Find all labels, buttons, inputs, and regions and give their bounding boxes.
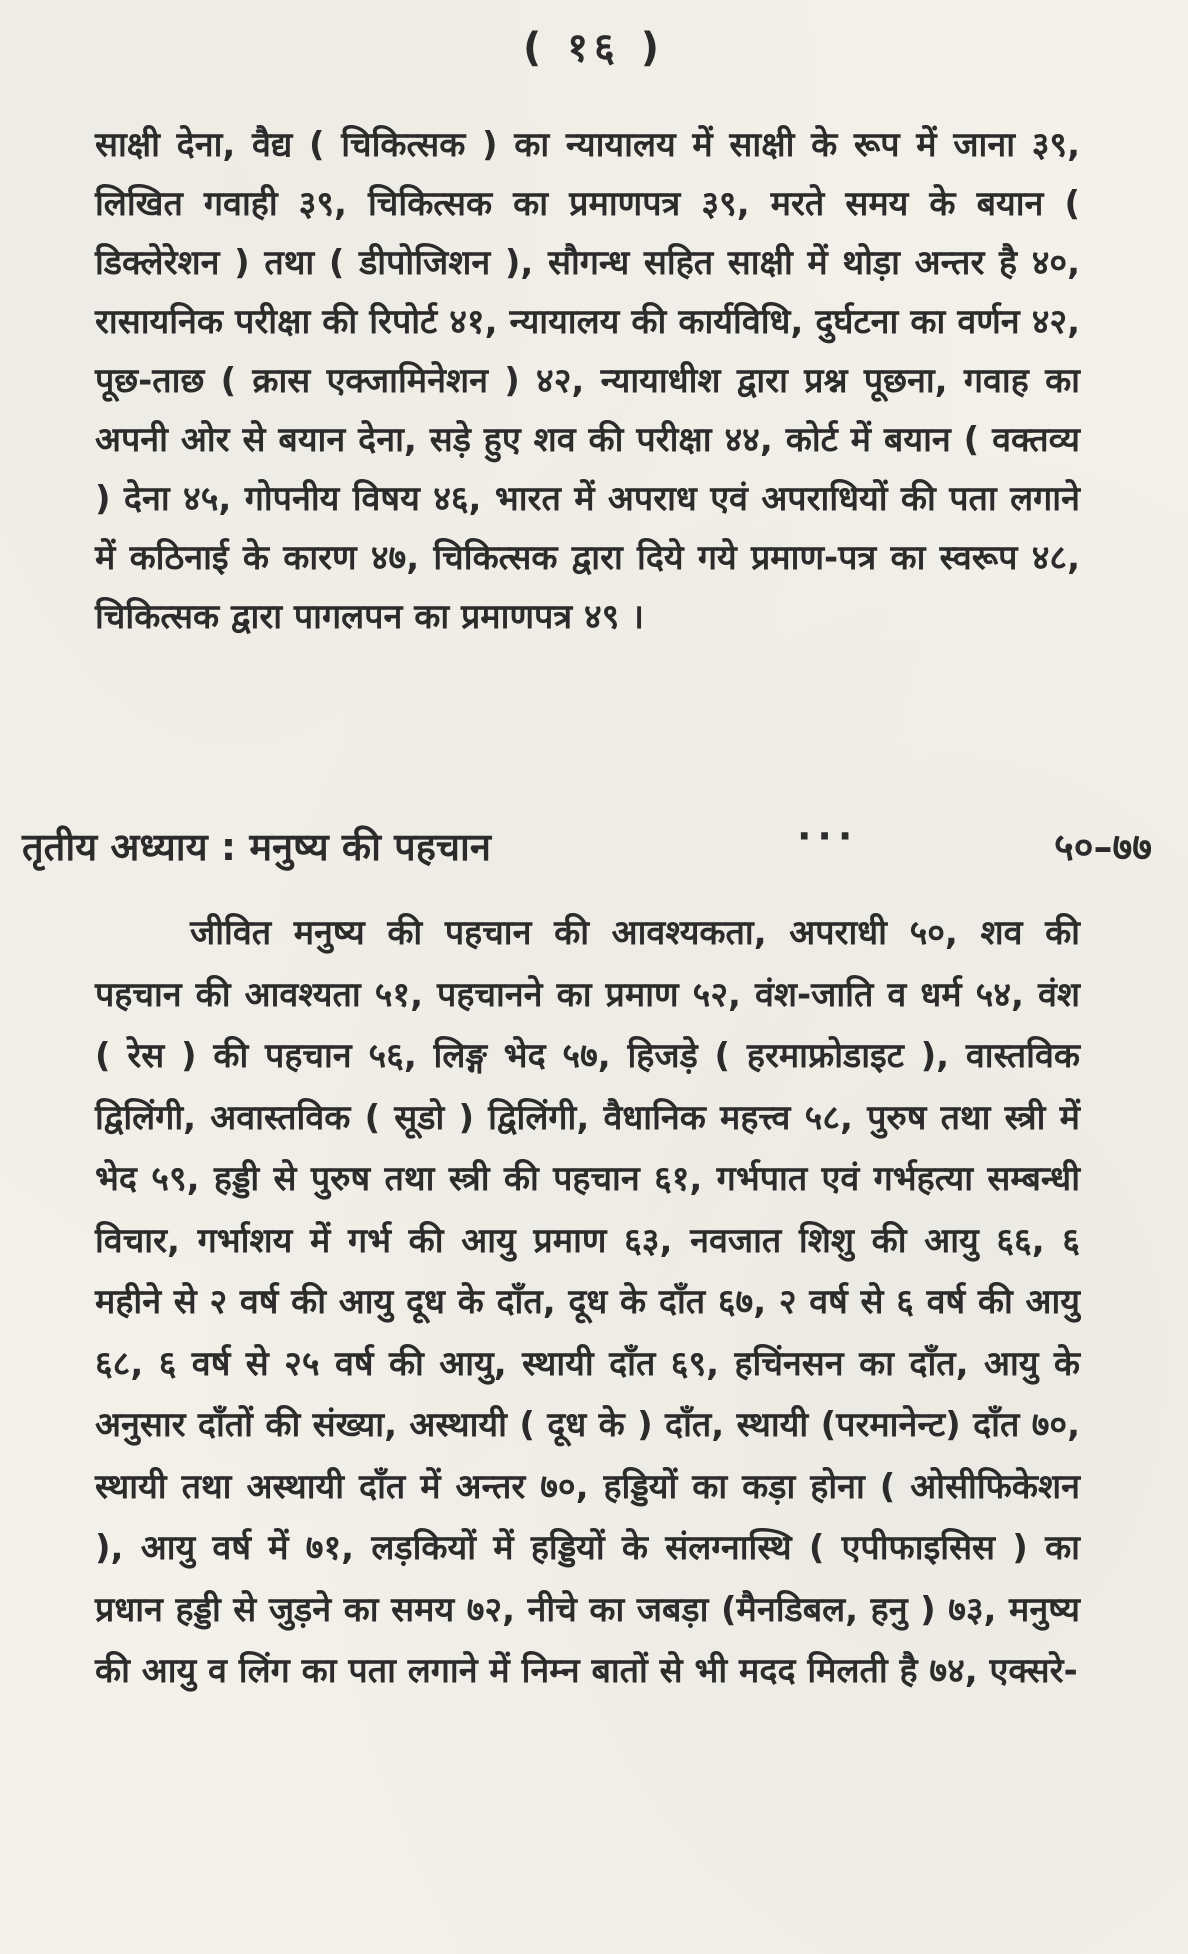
chapter-page-range: ५०–७७ bbox=[1053, 825, 1152, 869]
contents-paragraph-chapter-3: जीवित मनुष्य की पहचान की आवश्यकता, अपराधी ५०, शव की पहचान की आवश्यता ५१, पहचानने का प्रमाण ५२, वंश-जाति व धर्म ५४, वंश ( रेस ) की पहचान ५६, लिङ्ग भेद ५७, हिजड़े ( हरमाफ्रोडाइट ), वास्तविक द्विलिंगी, अवास्तविक ( सूडो ) द्विलिंगी, वैधानिक महत्त्व ५८, पुरुष तथा स्त्री में भेद ५९, हड्डी से पुरुष तथा स्त्री की पहचान ६१, गर्भपात एवं गर्भहत्या सम्बन्धी विचार, गर्भाशय में गर्भ की आयु प्रमाण ६३, नवजात शिशु की आयु ६६, ६ महीने से २ वर्ष की आयु दूध के दाँत, दूध के दाँत ६७, २ वर्ष से ६ वर्ष की आयु ६८, ६ वर्ष से २५ वर्ष की आयु, स्थायी दाँत ६९, हचिंनसन का दाँत, आयु के अनुसार दाँतों की संख्या, अस्थायी ( दूध के ) दाँत, स्थायी (परमानेन्ट) दाँत ७०, स्थायी तथा अस्थायी दाँत में अन्तर ७०, हड्डियों का कड़ा होना ( ओसीफिकेशन ), आयु वर्ष में ७१, लड़कियों में हड्डियों के संलग्नास्थि ( एपीफाइसिस ) का प्रधान हड्डी से जुड़ने का समय ७२, नीचे का जबड़ा (मैनडिबल, हनु ) ७३, मनुष्य की आयु व लिंग का पता लगाने में निम्न बातों से भी मदद मिलती है ७४, एक्सरे- bbox=[95, 913, 1080, 1691]
chapter-title: तृतीय अध्याय : मनुष्य की पहचान bbox=[22, 825, 491, 869]
page-number: ( १६ ) bbox=[522, 25, 665, 71]
chapter-leader-dots: ··· bbox=[797, 814, 859, 858]
chapter-heading bbox=[22, 814, 1152, 880]
contents-paragraph-chapter-2: साक्षी देना, वैद्य ( चिकित्सक ) का न्यायालय में साक्षी के रूप में जाना ३९, लिखित गवाही ३९, चिकित्सक का प्रमाणपत्र ३९, मरते समय के बयान ( डिक्लेरेशन ) तथा ( डीपोजिशन ), सौगन्ध सहित साक्षी में थोड़ा अन्तर है ४०, रासायनिक परीक्षा की रिपोर्ट ४१, न्यायालय की कार्यविधि, दुर्घटना का वर्णन ४२, पूछ-ताछ ( क्रास एक्जामिनेशन ) ४२, न्यायाधीश द्वारा प्रश्न पूछना, गवाह का अपनी ओर से बयान देना, सड़े हुए शव की परीक्षा ४४, कोर्ट में बयान ( वक्तव्य ) देना ४५, गोपनीय विषय ४६, भारत में अपराध एवं अपराधियों की पता लगाने में कठिनाई के कारण ४७, चिकित्सक द्वारा दिये गये प्रमाण-पत्र का स्वरूप ४८, चिकित्सक द्वारा पागलपन का प्रमाणपत्र ४९ । bbox=[95, 125, 1080, 637]
